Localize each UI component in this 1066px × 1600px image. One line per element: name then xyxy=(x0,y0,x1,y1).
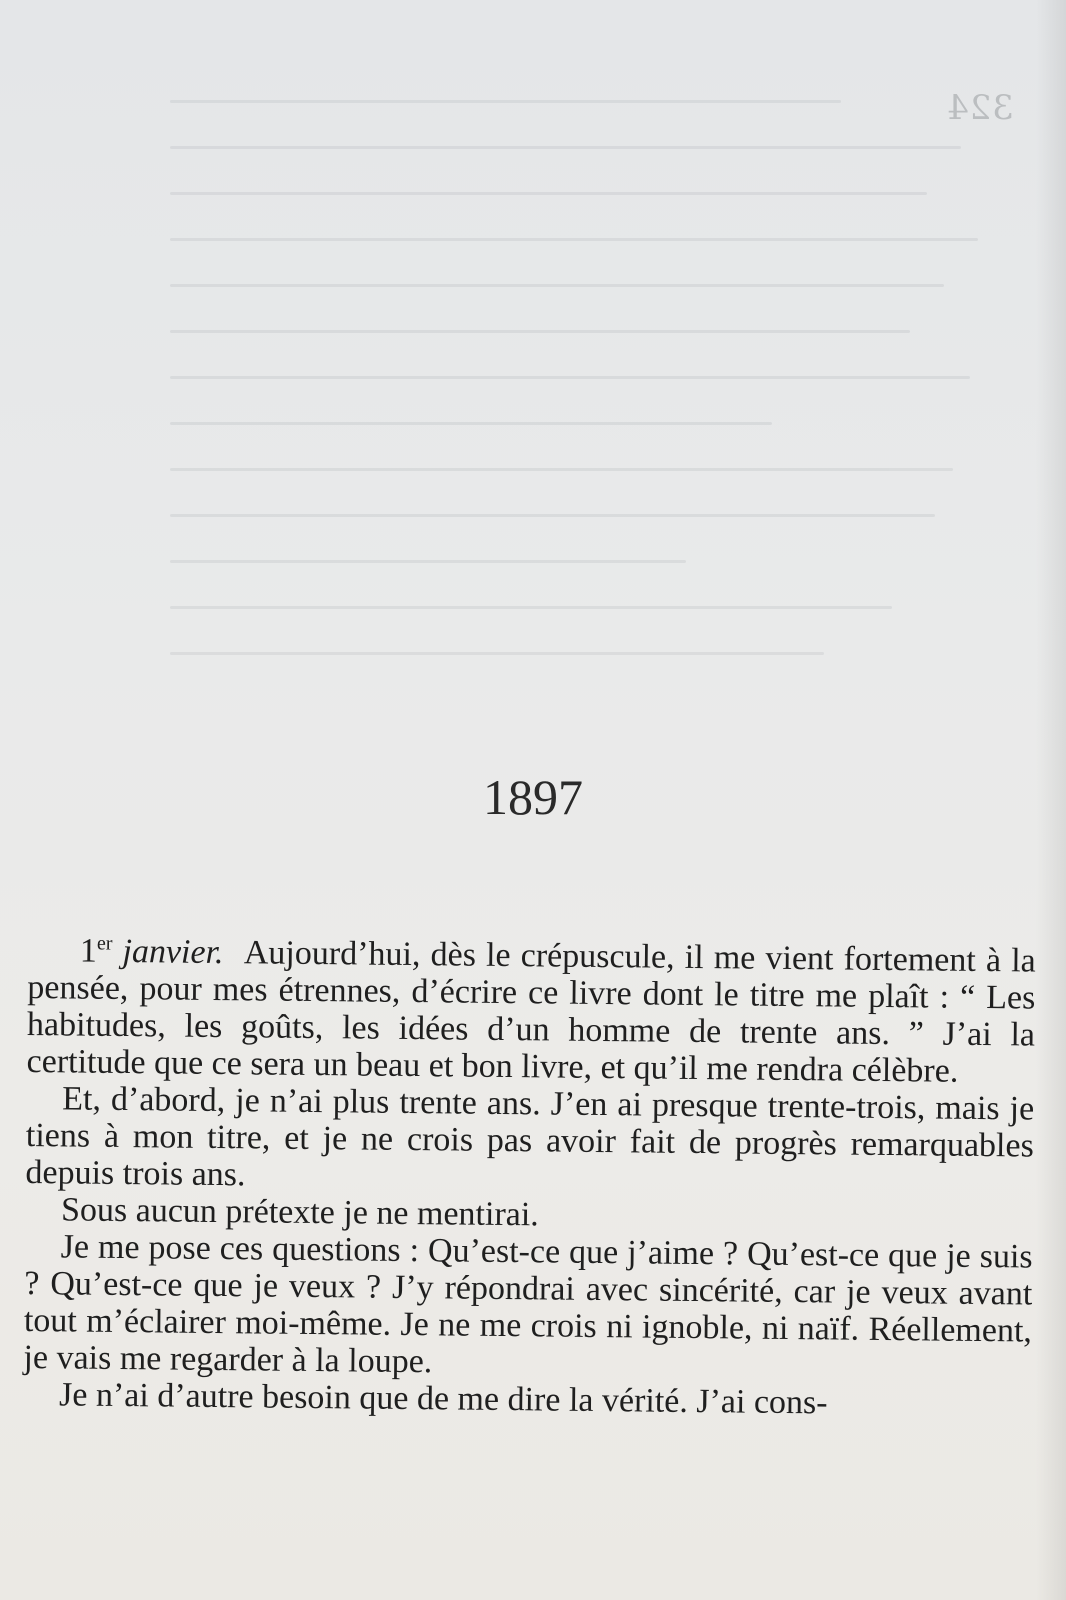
paragraph: Je me pose ces questions : Qu’est-ce que j’aime ? Qu’est-ce que je suis ? Qu’est-ce que je veux ? J’y répondrai avec sincérité, car je veux avant tout m’éclairer moi-même. Je ne me crois ni ignoble, ni naïf. Réellement, je vais me regarder à la loupe. xyxy=(23,1228,1033,1381)
paragraph: 1er janvier. Aujourd’hui, dès le crépuscule, il me vient fortement à la pensée, pour mes étrennes, d’écrire ce livre dont le titre me plaît : “ Les habitudes, les goûts, les idées d’un homme de trente ans. ” J’ai la certitude que ce sera un beau et bon livre, et qu’il me rendra célèbre. xyxy=(26,932,1036,1090)
year-heading: 1897 xyxy=(483,769,583,825)
paragraph: Sous aucun prétexte je ne mentirai. xyxy=(60,1191,539,1234)
paragraph: Je n’ai d’autre besoin que de me dire la vérité. J’ai cons- xyxy=(58,1376,828,1422)
show-through-text xyxy=(170,100,1030,760)
entry-date: 1er janvier. xyxy=(79,932,224,972)
page-number: 324 xyxy=(946,88,1014,128)
page-edge-shadow xyxy=(1036,0,1066,1600)
journal-entry xyxy=(23,932,1036,1424)
paragraph: Et, d’abord, je n’ai plus trente ans. J’en ai presque trente-trois, mais je tiens à mon titre, et je ne crois pas avoir fait de progrès remarquables depuis trois ans. xyxy=(25,1080,1035,1194)
